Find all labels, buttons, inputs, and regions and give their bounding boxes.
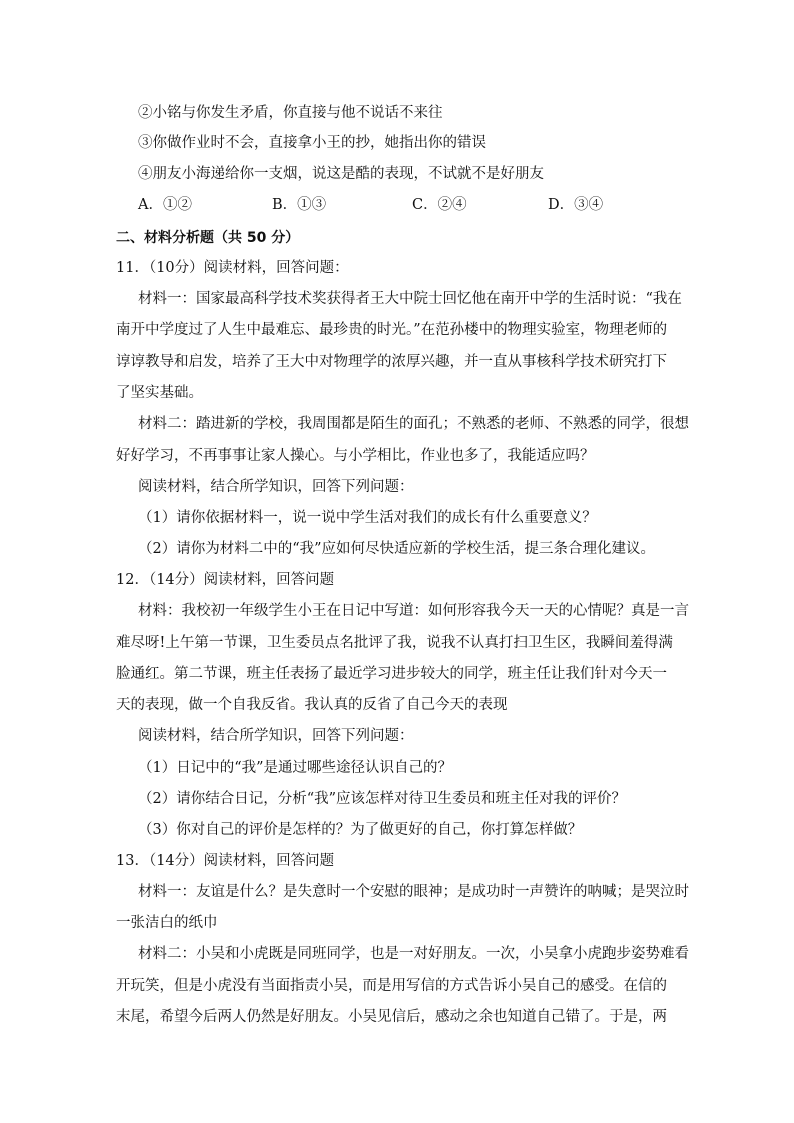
q12-instruction: 阅读材料，结合所学知识，回答下列问题： [138, 728, 414, 744]
q13-material1-line: 一张洁白的纸巾 [116, 915, 218, 931]
q11-question-1: （1）请你依据材料一，说一说中学生活对我们的成长有什么重要意义？ [138, 510, 597, 526]
q12-question-2: （2）请你结合日记，分析“我”应该怎样对待卫生委员和班主任对我的评价？ [138, 791, 627, 807]
q11-material1-line: 了坚实基础。 [116, 385, 203, 401]
q11-material2-line: 好好学习，不再事事让家人操心。与小学相比，作业也多了，我能适应吗？ [116, 448, 595, 464]
q12-question-1: （1）日记中的“我”是通过哪些途径认识自己的？ [138, 760, 453, 776]
q11-header: 11．（10分）阅读材料，回答问题： [116, 260, 349, 276]
q12-header: 12．（14分）阅读材料，回答问题 [116, 572, 335, 588]
q10-option-4: ④朋友小海递给你一支烟，说这是酷的表现，不试就不是好朋友 [138, 166, 544, 182]
q13-material2-line: 开玩笑，但是小虎没有当面指责小吴，而是用写信的方式告诉小吴自己的感受。在信的 [116, 978, 667, 994]
q11-material1-line: 谆谆教导和启发，培养了王大中对物理学的浓厚兴趣，并一直从事核科学技术研究打下 [116, 354, 667, 370]
q10-choice-b: B．①③ [272, 197, 327, 213]
q12-material-line: 脸通红。第二节课，班主任表扬了最近学习进步较大的同学，班主任让我们针对今天一 [116, 666, 667, 682]
q10-option-3: ③你做作业时不会，直接拿小王的抄，她指出你的错误 [138, 135, 486, 151]
q10-choice-a: A．①② [138, 197, 192, 213]
q12-question-3: （3）你对自己的评价是怎样的？为了做更好的自己，你打算怎样做？ [138, 822, 583, 838]
q12-material-line: 材料：我校初一年级学生小王在日记中写道：如何形容我今天一天的心情呢？真是一言 [138, 603, 689, 619]
q11-material2-line: 材料二：踏进新的学校，我周围都是陌生的面孔；不熟悉的老师、不熟悉的同学，很想 [138, 416, 689, 432]
q13-header: 13．（14分）阅读材料，回答问题 [116, 853, 335, 869]
q13-material2-line: 末尾，希望今后两人仍然是好朋友。小吴见信后，感动之余也知道自己错了。于是，两 [116, 1009, 667, 1025]
q10-choice-d: D．③④ [548, 197, 604, 213]
q13-material1-line: 材料一：友谊是什么？是失意时一个安慰的眼神；是成功时一声赞许的呐喊；是哭泣时 [138, 884, 689, 900]
q11-material1-line: 南开中学度过了人生中最难忘、最珍贵的时光。”在范孙楼中的物理实验室，物理老师的 [116, 322, 668, 338]
q10-choice-c: C．②④ [412, 197, 467, 213]
q11-material1-line: 材料一：国家最高科学技术奖获得者王大中院士回忆他在南开中学的生活时说：“我在 [138, 291, 682, 307]
q12-material-line: 天的表现，做一个自我反省。我认真的反省了自己今天的表现 [116, 697, 508, 713]
q11-instruction: 阅读材料，结合所学知识，回答下列问题： [138, 479, 414, 495]
q11-question-2: （2）请你为材料二中的“我”应如何尽快适应新的学校生活，提三条合理化建议。 [138, 541, 656, 557]
q10-option-2: ②小铭与你发生矛盾，你直接与他不说话不来往 [138, 105, 443, 121]
section-title: 二、材料分析题（共 50 分） [116, 230, 300, 246]
q13-material2-line: 材料二：小吴和小虎既是同班同学，也是一对好朋友。一次，小吴拿小虎跑步姿势难看 [138, 946, 689, 962]
q12-material-line: 难尽呀!上午第一节课，卫生委员点名批评了我，说我不认真打扫卫生区，我瞬间羞得满 [116, 635, 673, 651]
